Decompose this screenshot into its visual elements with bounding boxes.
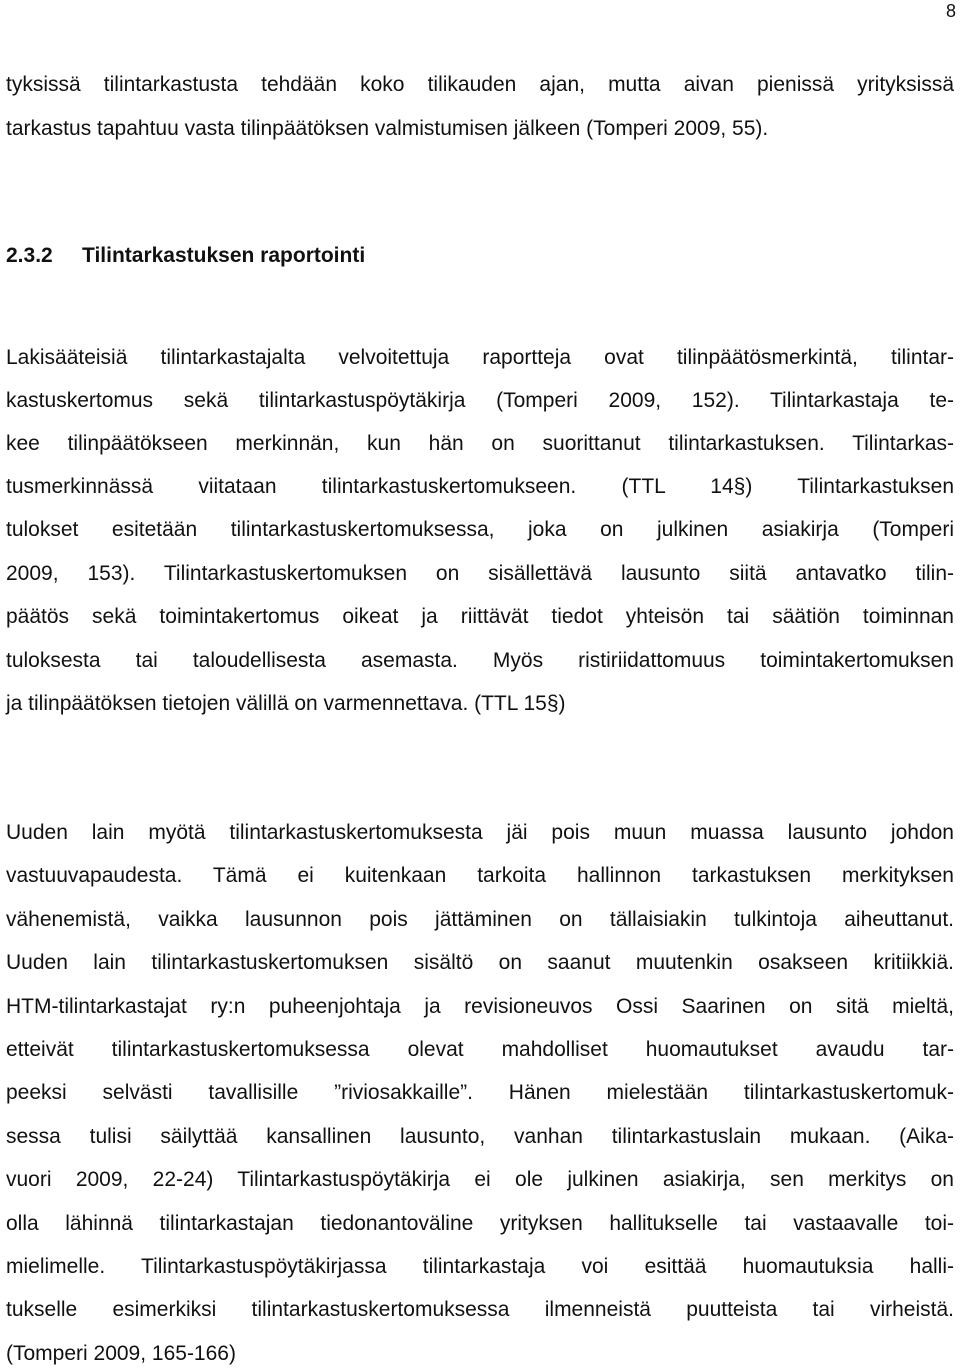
paragraph1-line-5: tulokset esitetään tilintarkastuskertomuksessa, joka on julkinen asiakirja (Tomperi xyxy=(6,518,954,541)
section-heading xyxy=(6,242,365,270)
intro-line-1: tyksissä tilintarkastusta tehdään koko tilikauden ajan, mutta aivan pienissä yrityksissä xyxy=(6,73,954,96)
paragraph1-line-9: ja tilinpäätöksen tietojen välillä on varmennettava. (TTL 15§) xyxy=(6,692,566,715)
paragraph1-line-6: 2009, 153). Tilintarkastuskertomuksen on sisällettävä lausunto siitä antavatko tilin- xyxy=(6,562,954,585)
paragraph2-line-8: sessa tulisi säilyttää kansallinen lausunto, vanhan tilintarkastuslain mukaan. (Aika- xyxy=(6,1125,954,1148)
paragraph1-line-1: Lakisääteisiä tilintarkastajalta velvoitettuja raportteja ovat tilinpäätösmerkintä, tilintar- xyxy=(6,346,954,369)
intro-line-2: tarkastus tapahtuu vasta tilinpäätöksen valmistumisen jälkeen (Tomperi 2009, 55). xyxy=(6,117,769,140)
section-title: Tilintarkastuksen raportointi xyxy=(82,244,366,267)
paragraph2-line-4: Uuden lain tilintarkastuskertomuksen sisältö on saanut muutenkin osakseen kritiikkiä. xyxy=(6,951,954,974)
paragraph1-line-7: päätös sekä toimintakertomus oikeat ja riittävät tiedot yhteisön tai säätiön toiminnan xyxy=(6,605,954,628)
paragraph2-line-12: tukselle esimerkiksi tilintarkastuskertomuksessa ilmenneistä puutteista tai virheistä. xyxy=(6,1298,954,1321)
paragraph2-line-11: mielimelle. Tilintarkastuspöytäkirjassa tilintarkastaja voi esittää huomautuksia halli- xyxy=(6,1255,954,1278)
paragraph2-line-2: vastuuvapaudesta. Tämä ei kuitenkaan tarkoita hallinnon tarkastuksen merkityksen xyxy=(6,864,954,887)
paragraph2-line-13: (Tomperi 2009, 165-166) xyxy=(6,1342,236,1365)
paragraph2-line-7: peeksi selvästi tavallisille ”riviosakkaille”. Hänen mielestään tilintarkastuskertomuk- xyxy=(6,1081,954,1104)
paragraph1-line-3: kee tilinpäätökseen merkinnän, kun hän on suorittanut tilintarkastuksen. Tilintarkas- xyxy=(6,432,954,455)
paragraph2-line-9: vuori 2009, 22-24) Tilintarkastuspöytäkirja ei ole julkinen asiakirja, sen merkitys on xyxy=(6,1168,954,1191)
section-number: 2.3.2 xyxy=(6,244,53,267)
page-number: 8 xyxy=(945,1,956,21)
paragraph1-line-8: tuloksesta tai taloudellisesta asemasta. Myös ristiriidattomuus toimintakertomuksen xyxy=(6,649,954,672)
paragraph2-line-6: etteivät tilintarkastuskertomuksessa olevat mahdolliset huomautukset avaudu tar- xyxy=(6,1038,954,1061)
paragraph2-line-1: Uuden lain myötä tilintarkastuskertomuksesta jäi pois muun muassa lausunto johdon xyxy=(6,821,954,844)
paragraph2-line-10: olla lähinnä tilintarkastajan tiedonantoväline yrityksen hallitukselle tai vastaavalle toi- xyxy=(6,1212,954,1235)
paragraph1-line-2: kastuskertomus sekä tilintarkastuspöytäkirja (Tomperi 2009, 152). Tilintarkastaja te- xyxy=(6,389,954,412)
paragraph2-line-3: vähenemistä, vaikka lausunnon pois jättäminen on tällaisiakin tulkintoja aiheuttanut. xyxy=(6,908,954,931)
paragraph1-line-4: tusmerkinnässä viitataan tilintarkastuskertomukseen. (TTL 14§) Tilintarkastuksen xyxy=(6,475,954,498)
paragraph2-line-5: HTM-tilintarkastajat ry:n puheenjohtaja ja revisioneuvos Ossi Saarinen on sitä mieltä, xyxy=(6,995,954,1018)
